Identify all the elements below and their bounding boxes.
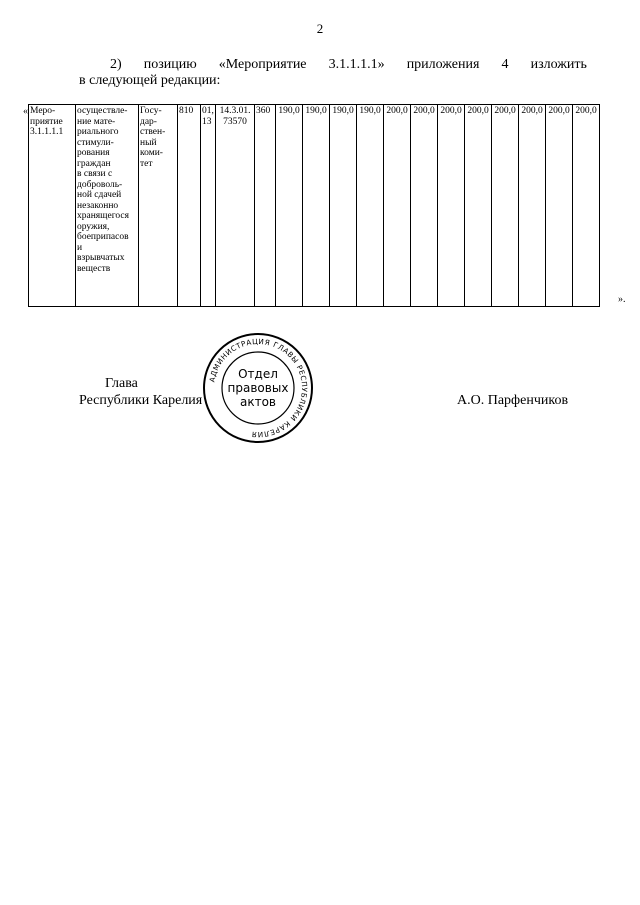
cell-text-line: 200,0 [467,106,489,116]
intro-word: приложения [406,57,480,72]
cell-text-line: 200,0 [521,106,543,116]
cell-text-line: Меро- [30,106,56,116]
cell-text-line: оружия, [77,221,110,232]
year-value-cell [519,105,546,307]
cell-text-line: осуществле- [77,106,128,116]
cell-text-line: 360 [256,106,271,116]
vr-code-cell [255,105,276,307]
cell-text-line: веществ [77,263,111,274]
table-opening-quote: « [23,106,28,117]
cell-text-line: граждан [77,158,111,169]
intro-paragraph [79,57,587,89]
cell-text-line: ние мате- [77,116,116,127]
cell-text-line: коми- [140,148,163,158]
cell-text-line: 190,0 [359,106,381,116]
year-value-cell [303,105,330,307]
cell-text-line: 200,0 [440,106,462,116]
stamp-ring-text: АДМИНИСТРАЦИЯ ГЛАВЫ РЕСПУБЛИКИ КАРЕЛИЯ [207,336,310,440]
intro-word: «Мероприятие [218,57,307,72]
cell-text-line: ной сдачей [77,190,122,200]
cell-text-line: 3.1.1.1.1 [30,127,64,137]
year-value-cell [546,105,573,307]
year-value-cell [465,105,492,307]
cell-text-line: 190,0 [332,106,354,116]
signer-name: А.О. Парфенчиков [457,393,569,408]
cell-text-line: дар- [140,116,157,127]
year-value-cell [330,105,357,307]
cell-text-line: рования [77,148,110,158]
year-value-cell [411,105,438,307]
signer-title: Глава [105,376,138,391]
grbs-code-cell [178,105,201,307]
cell-text-line: 200,0 [386,106,408,116]
table-closing-quote: ». [618,294,626,305]
amendment-table [28,104,600,307]
intro-word: 4 [501,57,509,72]
cell-text-line: 13 [202,116,212,127]
year-value-cell [492,105,519,307]
page-number: 2 [316,21,324,36]
cell-text-line: риального [77,127,119,137]
year-value-cell [384,105,411,307]
table-row [29,105,600,307]
cell-text-line: приятие [30,116,63,127]
intro-word: позицию [143,57,197,72]
csr-code-cell [216,105,255,307]
cell-text-line: стимули- [77,137,114,148]
rzpr-code-cell [201,105,216,307]
cell-text-line: тет [140,158,153,169]
amendment-table-wrapper [28,104,600,307]
cell-text-line: ствен- [140,127,166,137]
year-value-cell [276,105,303,307]
cell-text-line: незаконно [77,200,119,211]
measure-description-cell [76,105,139,307]
cell-text-line: 73570 [223,116,247,127]
cell-text-line: 200,0 [548,106,570,116]
cell-text-line: доброволь- [77,179,123,190]
measure-name-cell [29,105,76,307]
intro-word: изложить [530,57,587,72]
cell-text-line: 01, [202,106,214,116]
cell-text-line: 200,0 [575,106,597,116]
stamp-line-2: правовых [227,381,289,395]
official-stamp [202,332,314,444]
cell-text-line: 14.3.01. [219,106,251,116]
stamp-line-3: актов [239,395,277,409]
cell-text-line: ный [140,137,157,148]
cell-text-line: в связи с [77,169,113,179]
intro-word: 3.1.1.1.1» [328,57,385,72]
cell-text-line: 190,0 [305,106,327,116]
year-value-cell [438,105,465,307]
intro-line-1 [79,57,587,73]
cell-text-line: хранящегося [77,211,129,221]
year-value-cell [357,105,384,307]
cell-text-line: Госу- [140,106,162,116]
cell-text-line: 200,0 [494,106,516,116]
signer-region: Республики Карелия [79,393,203,408]
year-value-cell [573,105,600,307]
intro-line-2: в следующей редакции: [79,73,221,88]
cell-text-line: боеприпасов [77,232,129,242]
cell-text-line: и [77,242,83,253]
cell-text-line: 190,0 [278,106,300,116]
executor-cell [139,105,178,307]
cell-text-line: 810 [179,106,194,116]
cell-text-line: 200,0 [413,106,435,116]
stamp-line-1: Отдел [238,367,278,381]
intro-word: 2) [110,57,122,72]
cell-text-line: взрывчатых [77,253,125,263]
